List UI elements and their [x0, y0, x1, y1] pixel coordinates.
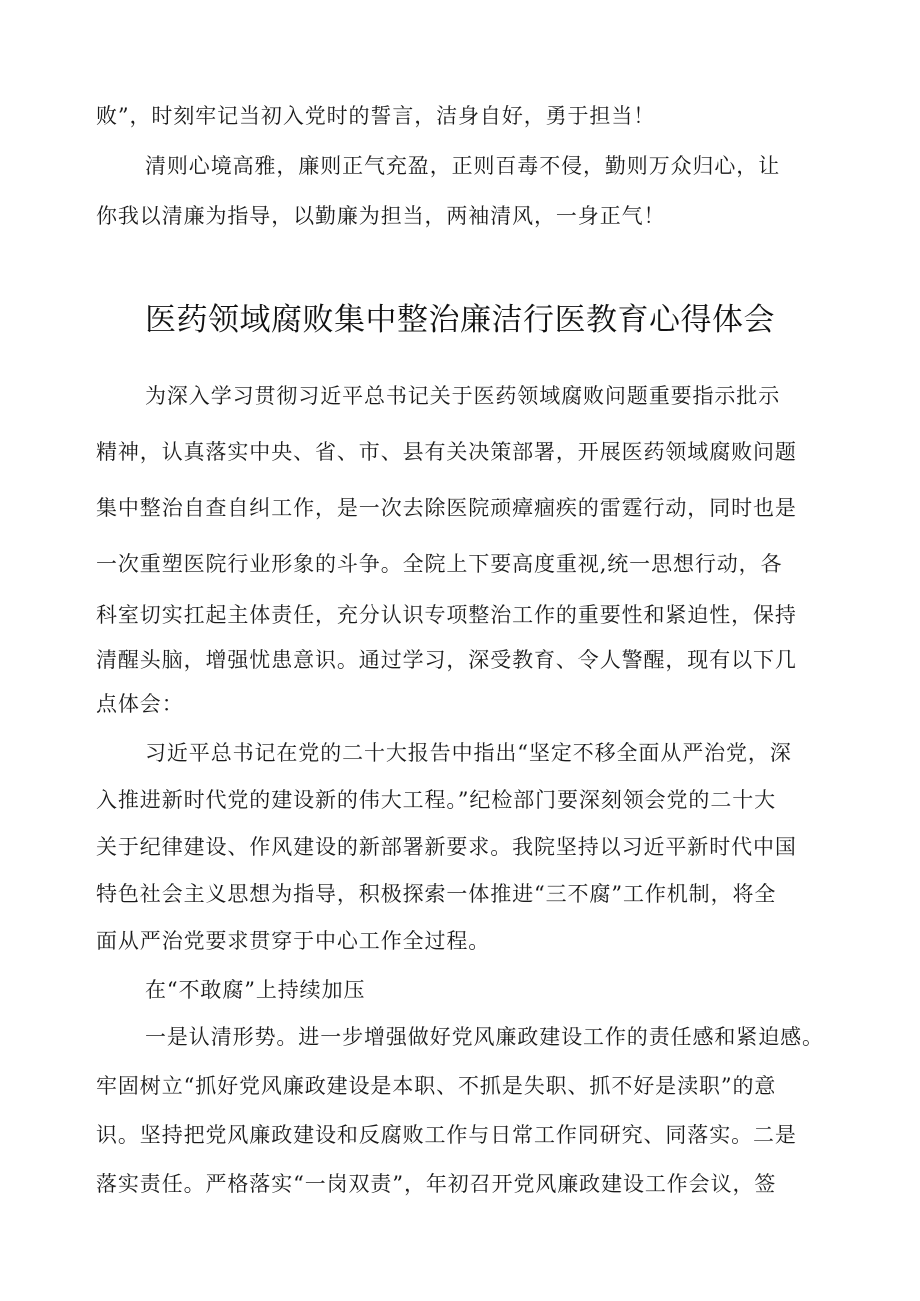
intro-paragraph-2-line-1: 清则心境高雅，廉则正气充盈，正则百毒不侵，勤则万众归心，让: [145, 154, 781, 178]
body-paragraph-1-line-2: 精神，认真落实中央、省、市、县有关决策部署，开展医药领域腐败问题: [96, 440, 797, 464]
body-paragraph-2-line-5: 面从严治党要求贯穿于中心工作全过程。: [96, 929, 491, 953]
body-paragraph-1-line-6: 清醒头脑，增强忧患意识。通过学习，深受教育、令人警醒，现有以下几: [96, 648, 797, 672]
body-paragraph-2-line-3: 关于纪律建设、作风建设的新部署新要求。我院坚持以习近平新时代中国: [96, 835, 797, 859]
document-title: 医药领域腐败集中整治廉洁行医教育心得体会: [145, 302, 775, 338]
body-paragraph-1-line-3: 集中整治自查自纠工作，是一次去除医院顽瘴痼疾的雷霆行动，同时也是: [96, 496, 797, 520]
intro-paragraph-1-line-1: 败”，时刻牢记当初入党时的誓言，洁身自好，勇于担当！: [96, 104, 656, 128]
body-paragraph-3-line-4: 落实责任。严格落实“一岗双责”，年初召开党风廉政建设工作会议，签: [96, 1172, 777, 1196]
body-paragraph-1-line-4: 一次重塑医院行业形象的斗争。全院上下要高度重视,统一思想行动，各: [96, 552, 783, 576]
body-paragraph-3-line-2: 牢固树立“抓好党风廉政建设是本职、不抓是失职、抓不好是渎职”的意: [96, 1074, 777, 1098]
section-heading: 在“不敢腐”上持续加压: [145, 978, 366, 1002]
body-paragraph-3-line-3: 识。坚持把党风廉政建设和反腐败工作与日常工作同研究、同落实。二是: [96, 1123, 797, 1147]
body-paragraph-2-line-2: 入推进新时代党的建设新的伟大工程。”纪检部门要深刻领会党的二十大: [96, 788, 777, 812]
intro-paragraph-2-line-2: 你我以清廉为指导，以勤廉为担当，两袖清风，一身正气！: [96, 204, 666, 228]
body-paragraph-3-line-1: 一是认清形势。进一步增强做好党风廉政建设工作的责任感和紧迫感。: [145, 1025, 824, 1049]
body-paragraph-2-line-4: 特色社会主义思想为指导，积极探索一体推进“三不腐”工作机制，将全: [96, 882, 777, 906]
body-paragraph-2-line-1: 习近平总书记在党的二十大报告中指出“坚定不移全面从严治党，深: [145, 741, 792, 765]
body-paragraph-1-line-1: 为深入学习贯彻习近平总书记关于医药领域腐败问题重要指示批示: [145, 384, 781, 408]
body-paragraph-1-line-5: 科室切实扛起主体责任，充分认识专项整治工作的重要性和紧迫性，保持: [96, 603, 797, 627]
body-paragraph-1-line-7: 点体会：: [96, 692, 184, 716]
